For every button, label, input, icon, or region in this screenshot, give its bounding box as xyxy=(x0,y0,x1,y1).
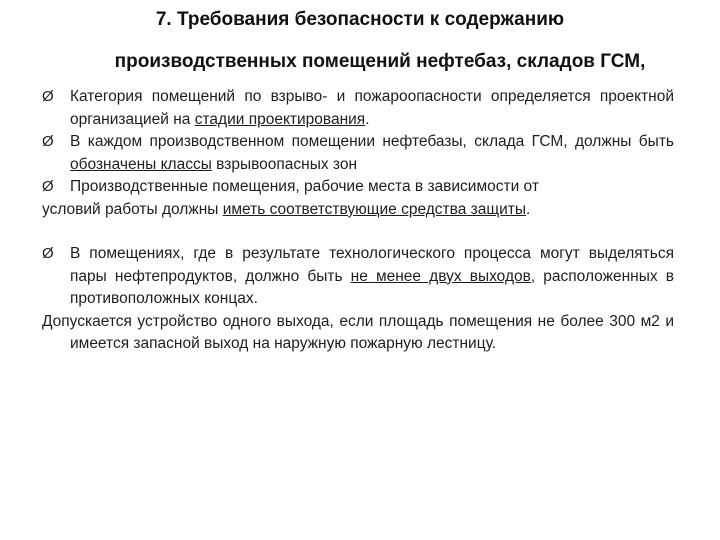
bullet-text: условий работы должны xyxy=(42,200,223,218)
slide-title-line-2: производственных помещений нефтебаз, складов ГСМ, xyxy=(114,51,646,72)
bullet-text: В помещениях, где в результате технологического процесса могут выделяться пары нефтепродуктов, должно быть xyxy=(70,245,674,285)
arrow-bullet-icon: Ø xyxy=(42,133,54,150)
bullet-underlined-text: стадии проектирования xyxy=(194,110,366,128)
arrow-bullet-icon: Ø xyxy=(42,178,54,195)
bullet-text-end: . xyxy=(526,200,531,218)
note-single-exit: Допускается устройство одного выхода, если площадь помещения не более 300 м2 и имеется запасной выход на наружную пожарную лестницу. xyxy=(42,312,674,352)
bullet-zone-classes xyxy=(42,131,674,176)
spacer xyxy=(42,221,674,243)
bullet-protection-means-continued xyxy=(42,199,674,222)
bullet-text: В каждом производственном помещении нефтебазы, склада ГСМ, должны быть xyxy=(70,133,674,150)
bullet-exits xyxy=(42,243,674,311)
bullet-text: Производственные помещения, рабочие места в зависимости от xyxy=(70,178,539,195)
bullet-hazard-category xyxy=(42,86,674,131)
bullet-underlined-text: не менее двух выходов xyxy=(350,267,531,285)
bullet-text: Категория помещений по взрыво- и пожароопасности определяется проектной организацией на xyxy=(70,88,674,128)
arrow-bullet-icon: Ø xyxy=(42,88,54,105)
bullet-underlined-text: иметь соответствующие средства защиты xyxy=(222,200,526,218)
bullet-text-end: . xyxy=(365,110,370,128)
bullet-underlined-text: обозначены классы xyxy=(70,155,212,173)
bullet-text-end: взрывоопасных зон xyxy=(211,155,358,173)
arrow-bullet-icon: Ø xyxy=(42,245,54,262)
bullet-text-end: , расположенных в противоположных концах. xyxy=(70,267,674,307)
bullet-protection-means xyxy=(42,176,674,199)
slide-title-line-1: 7. Требования безопасности к содержанию xyxy=(155,9,565,30)
slide-body xyxy=(42,86,674,356)
